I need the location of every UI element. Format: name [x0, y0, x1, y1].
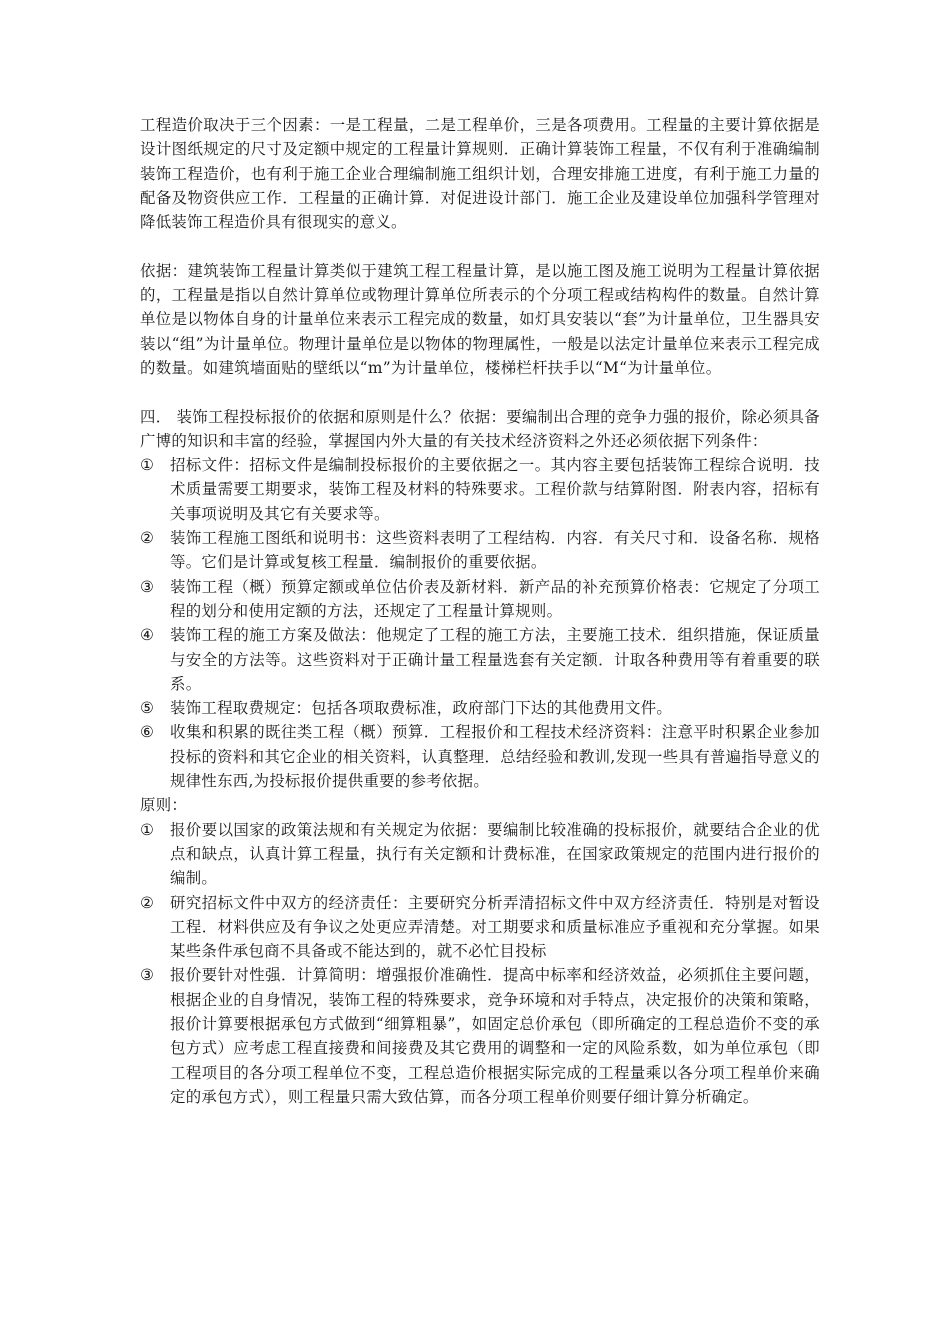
paragraph-gap [140, 234, 820, 258]
basis-list-item [140, 623, 820, 696]
principles-list [140, 818, 820, 1110]
list-item-text: 装饰工程的施工方案及做法：他规定了工程的施工方法，主要施工技术．组织措施，保证质量与安全的方法等。这些资料对于正确计量工程量选套有关定额．计取各种费用等有着重要的联系。 [170, 626, 820, 693]
list-item-text: 报价要针对性强．计算简明：增强报价准确性．提高中标率和经济效益，必须抓住主要问题，根据企业的自身情况，装饰工程的特殊要求，竞争环境和对手特点，决定报价的决策和策略，报价计算要根据承包方式做到“细算粗暴”，如固定总价承包（即所确定的工程总造价不变的承包方式）应考虑工程直接费和间接费及其它费用的调整和一定的风险系数，如为单位承包（即工程项目的各分项工程单位不变，工程总造价根据实际完成的工程量乘以各分项工程单价来确定的承包方式），则工程量只需大致估算，而各分项工程单价则要仔细计算分析确定。 [170, 966, 820, 1106]
basis-list-item [140, 453, 820, 526]
list-item-text: 装饰工程（概）预算定额或单位估价表及新材料．新产品的补充预算价格表：它规定了分项工程的划分和使用定额的方法，还规定了工程量计算规则。 [170, 577, 820, 620]
paragraph-gap [140, 380, 820, 404]
list-item-text: 报价要以国家的政策法规和有关规定为依据：要编制比较准确的投标报价，就要结合企业的优点和缺点，认真计算工程量，执行有关定额和计费标准，在国家政策规定的范围内进行报价的编制。 [170, 820, 820, 888]
principles-list-item [140, 963, 820, 1109]
document-page [140, 113, 820, 1109]
list-marker: ② [140, 893, 155, 912]
basis-paragraph: 依据：建筑装饰工程量计算类似于建筑工程工程量计算，是以施工图及施工说明为工程量计算依据的，工程量是指以自然计算单位或物理计算单位所表示的个分项工程或结构构件的数量。自然计算单位是以物体自身的计量单位来表示工程完成的数量，如灯具安装以“套”为计量单位，卫生器具安装以“组”为计量单位。物理计量单位是以物体的物理属性，一般是以法定计量单位来表示工程完成的数量。如建筑墙面贴的壁纸以“m”为计量单位，楼梯栏杆扶手以“M“为计量单位。 [140, 261, 820, 377]
list-item-text: 研究招标文件中双方的经济责任：主要研究分析弄清招标文件中双方经济责任．特别是对暂设工程．材料供应及有争议之处更应弄清楚。对工期要求和质量标准应予重视和充分掌握。如果某些条件承包商不具备或不能达到的，就不必忙目投标 [170, 893, 820, 961]
section-four-paragraph: 四． 装饰工程投标报价的依据和原则是什么？依据：要编制出合理的竞争力强的报价，除必须具备广博的知识和丰富的经验，掌握国内外大量的有关技术经济资料之外还必须依据下列条件： [140, 407, 820, 450]
basis-list-item [140, 526, 820, 575]
list-item-text: 装饰工程施工图纸和说明书：这些资料表明了工程结构．内容．有关尺寸和．设备名称．规格等。它们是计算或复核工程量．编制报价的重要依据。 [170, 529, 820, 572]
list-marker: ① [140, 820, 155, 839]
list-marker: ③ [140, 577, 155, 596]
list-item-text: 招标文件：招标文件是编制投标报价的主要依据之一。其内容主要包括装饰工程综合说明．技术质量需要工期要求，装饰工程及材料的特殊要求。工程价款与结算附图．附表内容，招标有关事项说明及其它有关要求等。 [170, 456, 820, 523]
principles-list-item [140, 818, 820, 891]
list-marker: ⑥ [140, 723, 155, 742]
list-marker: ③ [140, 966, 155, 985]
list-marker: ② [140, 529, 155, 548]
principles-heading: 原则： [140, 796, 188, 815]
basis-list-item [140, 575, 820, 624]
list-item-text: 收集和积累的既往类工程（概）预算．工程报价和工程技术经济资料：注意平时积累企业参加投标的资料和其它企业的相关资料，认真整理．总结经验和教训,发现一些具有普遍指导意义的规律性东西,为投标报价提供重要的参考依据。 [170, 723, 820, 791]
basis-list-item [140, 696, 820, 720]
basis-list [140, 453, 820, 793]
principles-list-item [140, 891, 820, 964]
intro-paragraph: 工程造价取决于三个因素：一是工程量，二是工程单价，三是各项费用。工程量的主要计算依据是设计图纸规定的尺寸及定额中规定的工程量计算规则．正确计算装饰工程量，不仅有利于准确编制装饰工程造价，也有利于施工企业合理编制施工组织计划，合理安排施工进度，有利于施工力量的配备及物资供应工作．工程量的正确计算．对促进设计部门．施工企业及建设单位加强科学管理对降低装饰工程造价具有很现实的意义。 [140, 116, 820, 232]
list-marker: ① [140, 456, 155, 475]
basis-list-item [140, 720, 820, 793]
list-marker: ⑤ [140, 699, 155, 718]
list-item-text: 装饰工程取费规定：包括各项取费标准，政府部门下达的其他费用文件。 [170, 699, 673, 718]
list-marker: ④ [140, 626, 155, 645]
